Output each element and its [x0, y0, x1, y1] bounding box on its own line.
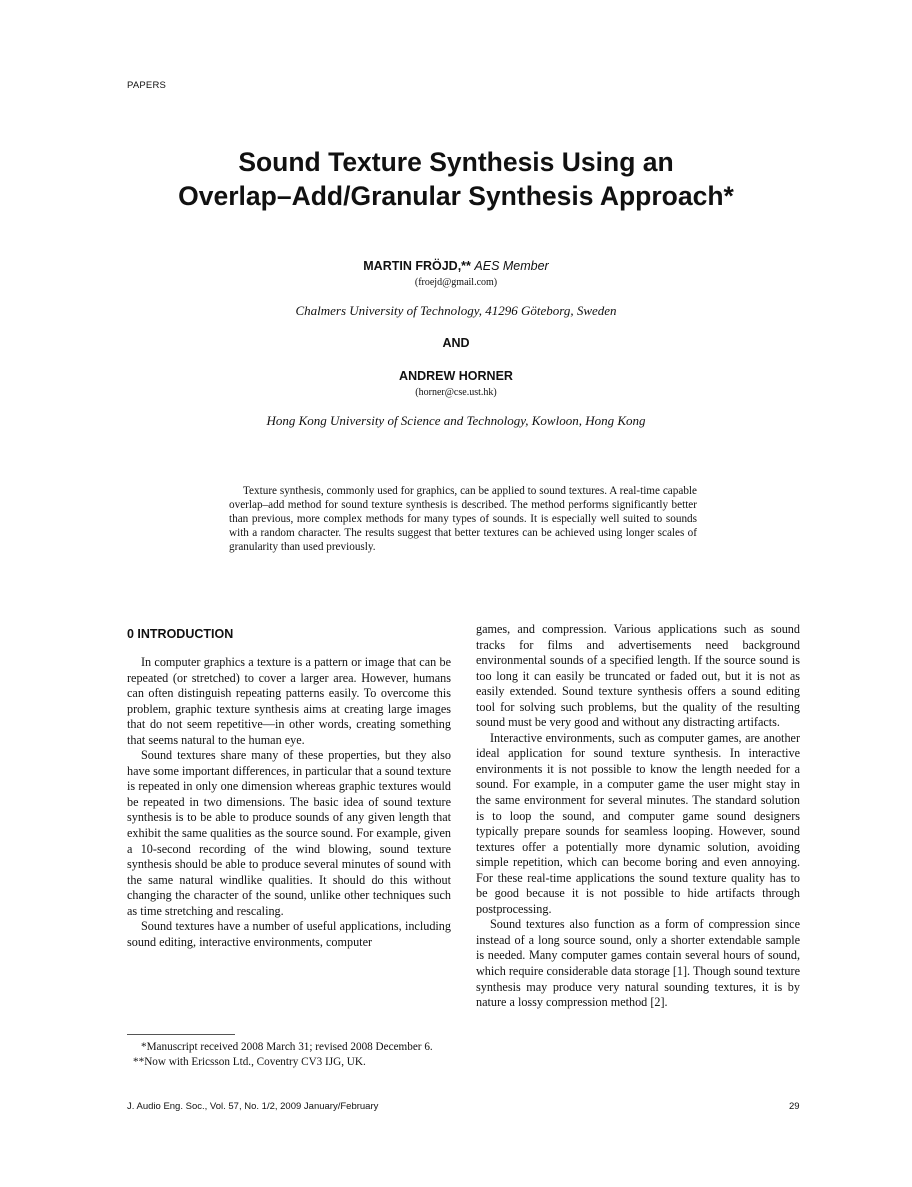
author-2-name: ANDREW HORNER	[399, 369, 513, 383]
paragraph: In computer graphics a texture is a pattern or image that can be repeated (or stretched) to cover a larger area. However, humans can often distinguish repeating patterns easily. To overcome this problem, graphic texture synthesis aims at creating large images that do not seem repetitive—in other words, creating something that seems natural to the human eye.	[127, 655, 451, 747]
page-number: 29	[789, 1101, 800, 1112]
body-column-right	[476, 622, 800, 1011]
author-2-email: (horner@cse.ust.hk)	[415, 387, 497, 398]
footnote: *Manuscript received 2008 March 31; revised 2008 December 6.	[141, 1041, 433, 1053]
paragraph: Sound textures share many of these properties, but they also have some important differences, in particular that a sound texture is repeated in only one dimension whereas graphic textures would be repeated in two dimensions. The basic idea of sound texture synthesis is to be able to produce sounds of any given length that exhibit the same qualities as the source sound. For example, given a 10-second recording of the wind blowing, sound texture synthesis should be able to produce several minutes of sound with the same natural windlike qualities. It should do this without changing the character of the sound, unlike other techniques such as time stretching and rescaling.	[127, 748, 451, 918]
and-separator: AND	[442, 336, 470, 350]
author-1-email: (froejd@gmail.com)	[414, 277, 498, 288]
abstract-text: Texture synthesis, commonly used for graphics, can be applied to sound textures. A real-time capable overlap–add method for sound texture synthesis is described. The method performs significantly better than previous, more complex methods for many types of sounds. It is especially well suited to sounds with a random character. The results suggest that better textures can be achieved using longer scales of granularity than used previously.	[229, 485, 697, 553]
paragraph: Interactive environments, such as computer games, are another ideal application for sound texture synthesis. In interactive environments it is not possible to know the length needed for a sound. For example, in a computer game the user might stay in the same environment for several minutes. The standard solution is to loop the sound, and computer game sound designers typically prepare sounds for seamless looping. However, sound textures offer a potentially more dynamic solution, avoiding simple repetition, which can become boring and even annoying. For these real-time applications the sound texture quality has to be good because it is not possible to hide artifacts through postprocessing.	[476, 730, 800, 916]
title-line-1: Sound Texture Synthesis Using an	[238, 147, 674, 177]
paper-title	[0, 145, 912, 213]
paragraph: Sound textures also function as a form of compression since instead of a long source sound, only a shorter extendable sample is needed. Many computer games contain several hours of sound, which require considerable data storage [1]. Though sound texture synthesis may produce very natural sounding textures, it is by nature a lossy compression method [2].	[476, 917, 800, 1010]
section-heading-introduction: 0 INTRODUCTION	[127, 627, 234, 641]
journal-citation: J. Audio Eng. Soc., Vol. 57, No. 1/2, 2009 January/February	[127, 1101, 379, 1112]
footnotes	[127, 1040, 451, 1070]
abstract	[229, 484, 697, 554]
footnote-divider	[127, 1034, 235, 1035]
paragraph-continuation: games, and compression. Various applications such as sound tracks for films and advertisements need background environmental sounds of a specified length. If the source sound is too long it can easily be truncated or faded out, but it is not as easily extended. Sound texture synthesis offers a sound editing tool for solving such problems, but the quality of the resulting sound must be very good and without any distracting artifacts.	[476, 622, 800, 730]
title-line-2: Overlap–Add/Granular Synthesis Approach*	[178, 181, 734, 211]
footnote: **Now with Ericsson Ltd., Coventry CV3 IJG, UK.	[133, 1056, 366, 1068]
author-1-affiliation: Chalmers University of Technology, 41296 Göteborg, Sweden	[295, 303, 617, 318]
section-label: PAPERS	[127, 80, 167, 91]
body-column-left	[127, 655, 451, 950]
author-1-membership: AES Member	[474, 259, 549, 273]
author-2-affiliation: Hong Kong University of Science and Technology, Kowloon, Hong Kong	[266, 413, 646, 428]
author-1-name: MARTIN FRÖJD,**	[363, 259, 471, 273]
author-1	[0, 259, 912, 273]
paragraph: Sound textures have a number of useful applications, including sound editing, interactive environments, computer	[127, 919, 451, 949]
